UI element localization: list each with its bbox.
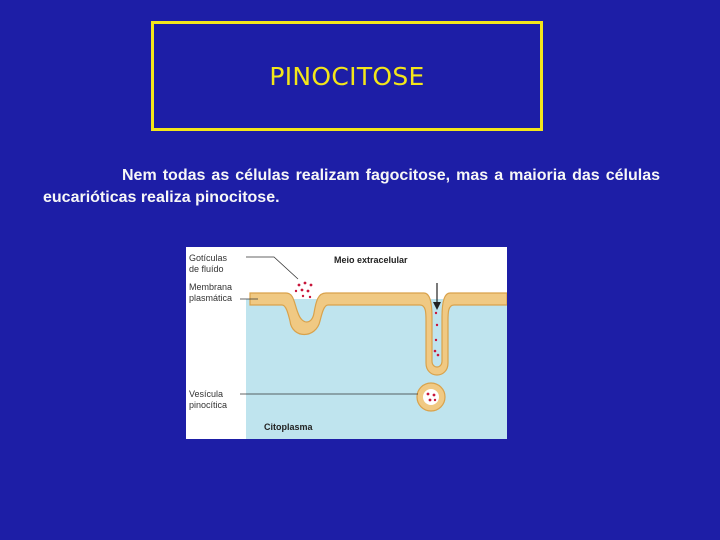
body-text: Nem todas as células realizam fagocitose, mas a maioria das células eucarióticas realiza pinocitose. [43,167,660,206]
membrane-label-line2: plasmática [189,293,233,303]
cytoplasm-region [246,297,507,439]
slide-title: PINOCITOSE [269,61,425,91]
pinocytosis-figure [186,247,507,439]
droplets-label-line1: Gotículas [189,253,228,263]
body-paragraph [43,165,660,209]
extracellular-label: Meio extracelular [334,255,408,265]
cytoplasm-label: Citoplasma [264,422,313,432]
pinocytosis-diagram [186,247,507,439]
title-box [151,21,543,131]
membrane-label-line1: Membrana [189,282,233,292]
vesicle-label-line1: Vesícula [189,389,224,399]
vesicle-label-line2: pinocítica [189,400,228,410]
pinocytic-vesicle [417,383,445,411]
droplets-label-line2: de fluído [189,264,224,274]
